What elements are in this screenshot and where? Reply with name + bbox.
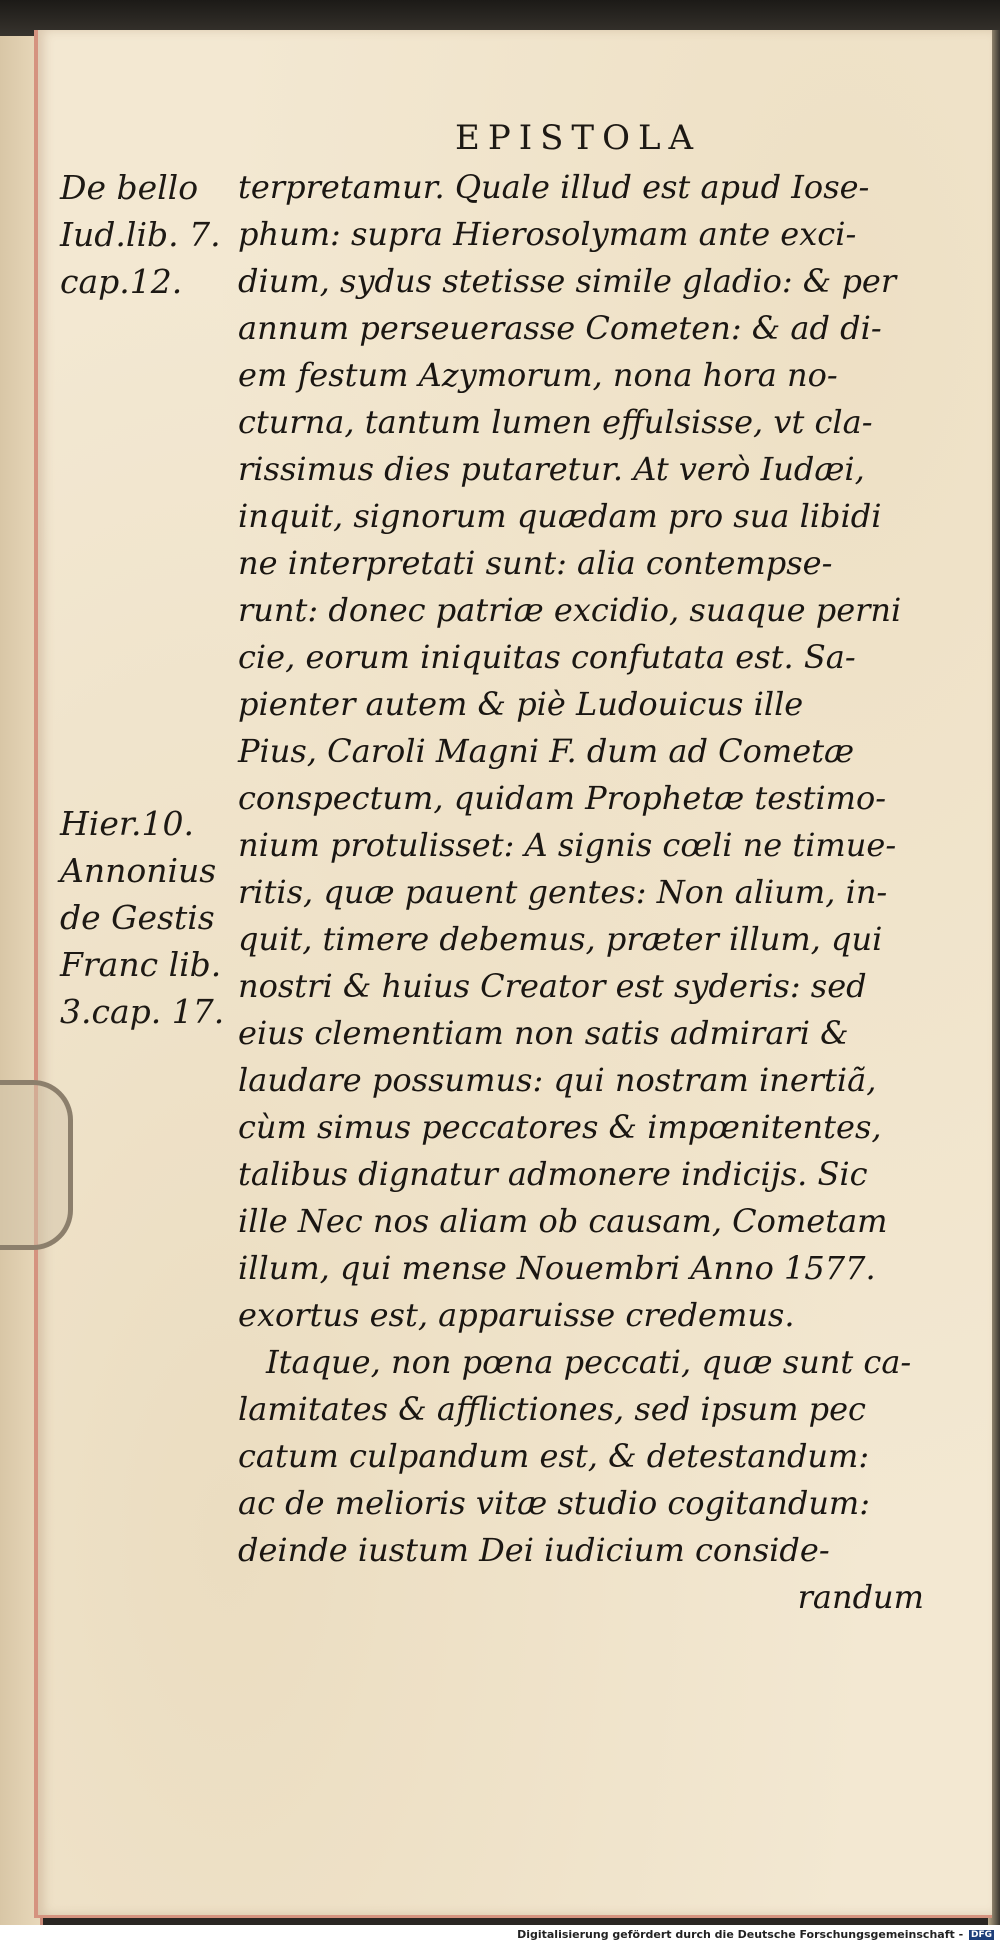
- marginal-note-line: de Gestis: [60, 898, 215, 937]
- marginal-note-line: Hier.10.: [60, 804, 194, 843]
- marginal-note-line: Iud.lib. 7.: [60, 215, 221, 254]
- running-head: EPISTOLA: [455, 118, 702, 158]
- text-line: conspectum, quidam Prophetæ testimo-: [238, 779, 887, 817]
- marginal-note-de-bello: [60, 164, 221, 305]
- digitization-credit: [517, 1928, 994, 1941]
- catchword: randum: [797, 1578, 924, 1616]
- text-line-paragraph-start: Itaque, non pœna peccati, quæ sunt ca-: [266, 1343, 912, 1381]
- text-line: nostri & huius Creator est syderis: sed: [238, 967, 867, 1005]
- text-line: annum perseuerasse Cometen: & ad di-: [238, 309, 882, 347]
- text-line: catum culpandum est, & detestandum:: [238, 1437, 870, 1475]
- text-line: lamitates & afflictiones, sed ipsum pec: [238, 1390, 866, 1428]
- text-line: phum: supra Hierosolymam ante exci-: [238, 215, 857, 253]
- text-line: pienter autem & piè Ludouicus ille: [238, 685, 804, 723]
- text-line: illum, qui mense Nouembri Anno 1577.: [238, 1249, 876, 1287]
- text-line: laudare possumus: qui nostram inertiã,: [238, 1061, 877, 1099]
- marginal-note-line: 3.cap. 17.: [60, 992, 225, 1031]
- text-line: Pius, Caroli Magni F. dum ad Cometæ: [238, 732, 855, 770]
- marginal-note-annonius: [60, 800, 224, 1035]
- text-line: dium, sydus stetisse simile gladio: & per: [238, 262, 897, 300]
- text-line: deinde iustum Dei iudicium conside-: [238, 1531, 830, 1569]
- text-line: em festum Azymorum, nona hora no-: [238, 356, 838, 394]
- text-line: terpretamur. Quale illud est apud Iose-: [238, 168, 870, 206]
- text-line: rissimus dies putaretur. At verò Iudæi,: [238, 450, 865, 488]
- body-text: [238, 164, 952, 1621]
- marginal-note-line: De bello: [60, 168, 199, 207]
- text-line: nium protulisset: A signis cœli ne timue-: [238, 826, 897, 864]
- text-line: cturna, tantum lumen effulsisse, vt cla-: [238, 403, 873, 441]
- dfg-logo: DFG: [970, 1930, 992, 1940]
- text-line: eius clementiam non satis admirari &: [238, 1014, 849, 1052]
- text-line: ille Nec nos aliam ob causam, Cometam: [238, 1202, 888, 1240]
- text-line: inquit, signorum quædam pro sua libidi: [238, 497, 882, 535]
- text-line: talibus dignatur admonere indicijs. Sic: [238, 1155, 868, 1193]
- text-line: ritis, quæ pauent gentes: Non alium, in-: [238, 873, 888, 911]
- text-line: runt: donec patriæ excidio, suaque perni: [238, 591, 902, 629]
- marginal-note-line: Franc lib.: [60, 945, 222, 984]
- text-line: exortus est, apparuisse credemus.: [238, 1296, 795, 1334]
- book-clasp-image: [0, 1080, 73, 1250]
- text-line: ac de melioris vitæ studio cogitandum:: [238, 1484, 871, 1522]
- footer-bar: [0, 1925, 1000, 1945]
- text-line: ne interpretati sunt: alia contempse-: [238, 544, 833, 582]
- marginal-note-line: cap.12.: [60, 262, 183, 301]
- credit-text: Digitalisierung gefördert durch die Deutsche Forschungsgemeinschaft -: [517, 1928, 964, 1941]
- text-line: cie, eorum iniquitas confutata est. Sa-: [238, 638, 856, 676]
- text-line: cùm simus peccatores & impœnitentes,: [238, 1108, 882, 1146]
- text-line: quit, timere debemus, præter illum, qui: [238, 920, 883, 958]
- marginal-note-line: Annonius: [60, 851, 217, 890]
